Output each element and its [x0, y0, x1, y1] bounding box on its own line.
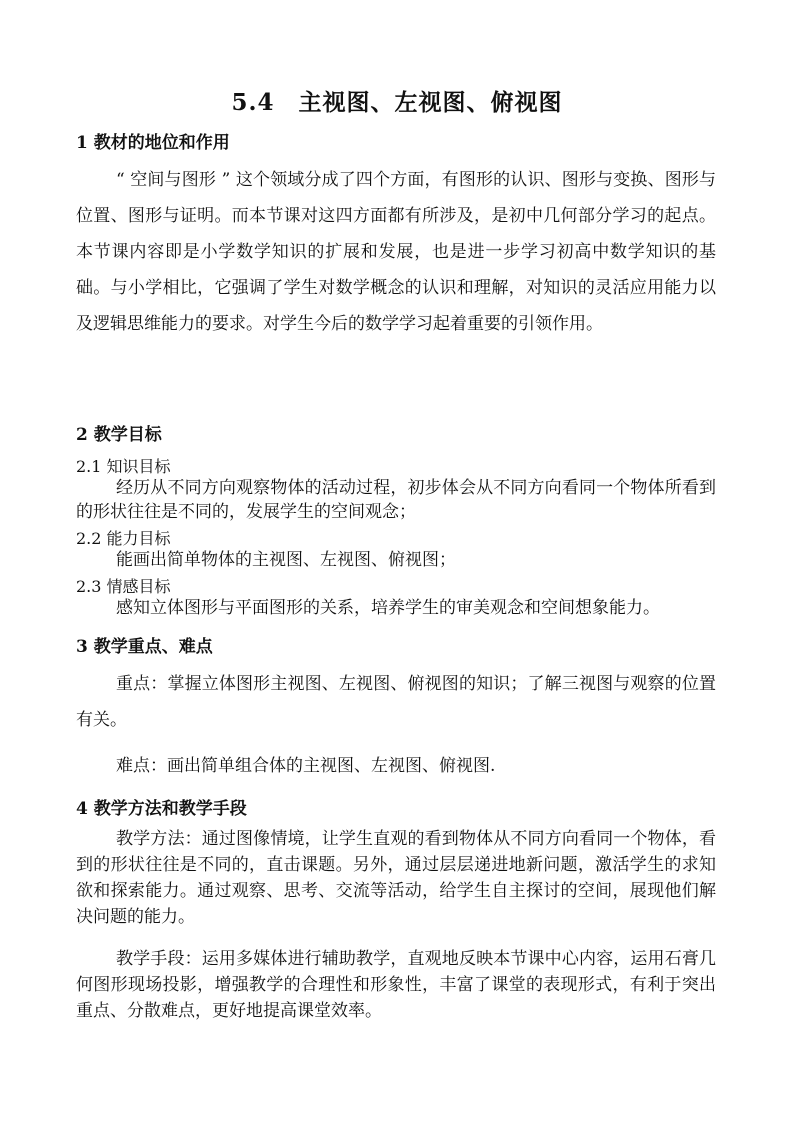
difficult-point-text: 难点：画出简单组合体的主视图、左视图、俯视图. — [116, 756, 496, 776]
subheading-2-2: 2.2 能力目标 — [76, 529, 171, 548]
objective-emotion-text: 感知立体图形与平面图形的关系，培养学生的审美观念和空间想象能力。 — [116, 598, 660, 618]
subheading-2-1: 2.1 知识目标 — [76, 457, 171, 476]
key-point-text: 重点：掌握立体图形主视图、左视图、俯视图的知识；了解三视图与观察的位置有关。 — [76, 674, 716, 730]
section-heading-2: 2 教学目标 — [76, 425, 162, 445]
section-1-body: “ 空间与图形 ” 这个领域分成了四个方面，有图形的认识、图形与变换、图形与位置、图形与证明。而本节课对这四方面都有所涉及，是初中几何部分学习的起点。本节课内容即是小学数学知识的扩展和发展，也是进一步学习初高中数学知识的基础。与小学相比，它强调了学生对数学概念的认识和理解，对知识的灵活应用能力以及逻辑思维能力的要求。对学生今后的数学学习起着重要的引领作用。 — [76, 170, 716, 334]
objective-knowledge-text: 经历从不同方向观察物体的活动过程，初步体会从不同方向看同一个物体所看到的形状往往是不同的，发展学生的空间观念； — [76, 478, 716, 522]
subheading-2-3: 2.3 情感目标 — [76, 577, 171, 596]
section-heading-1: 1 教材的地位和作用 — [76, 133, 230, 153]
teaching-means-text: 教学手段：运用多媒体进行辅助教学，直观地反映本节课中心内容，运用石膏几何图形现场投影，增强教学的合理性和形象性，丰富了课堂的表现形式，有利于突出重点、分散难点，更好地提高课堂效率。 — [76, 949, 716, 1021]
section-heading-3: 3 教学重点、难点 — [76, 637, 213, 657]
page-title: 5.4 主视图、左视图、俯视图 — [231, 89, 563, 116]
objective-ability-text: 能画出简单物体的主视图、左视图、俯视图； — [116, 550, 456, 570]
teaching-method-text: 教学方法：通过图像情境，让学生直观的看到物体从不同方向看同一个物体，看到的形状往往是不同的，直击课题。另外，通过层层递进地新问题，激活学生的求知欲和探索能力。通过观察、思考、交流等活动，给学生自主探讨的空间，展现他们解决问题的能力。 — [76, 829, 716, 927]
section-heading-4: 4 教学方法和教学手段 — [76, 799, 247, 819]
